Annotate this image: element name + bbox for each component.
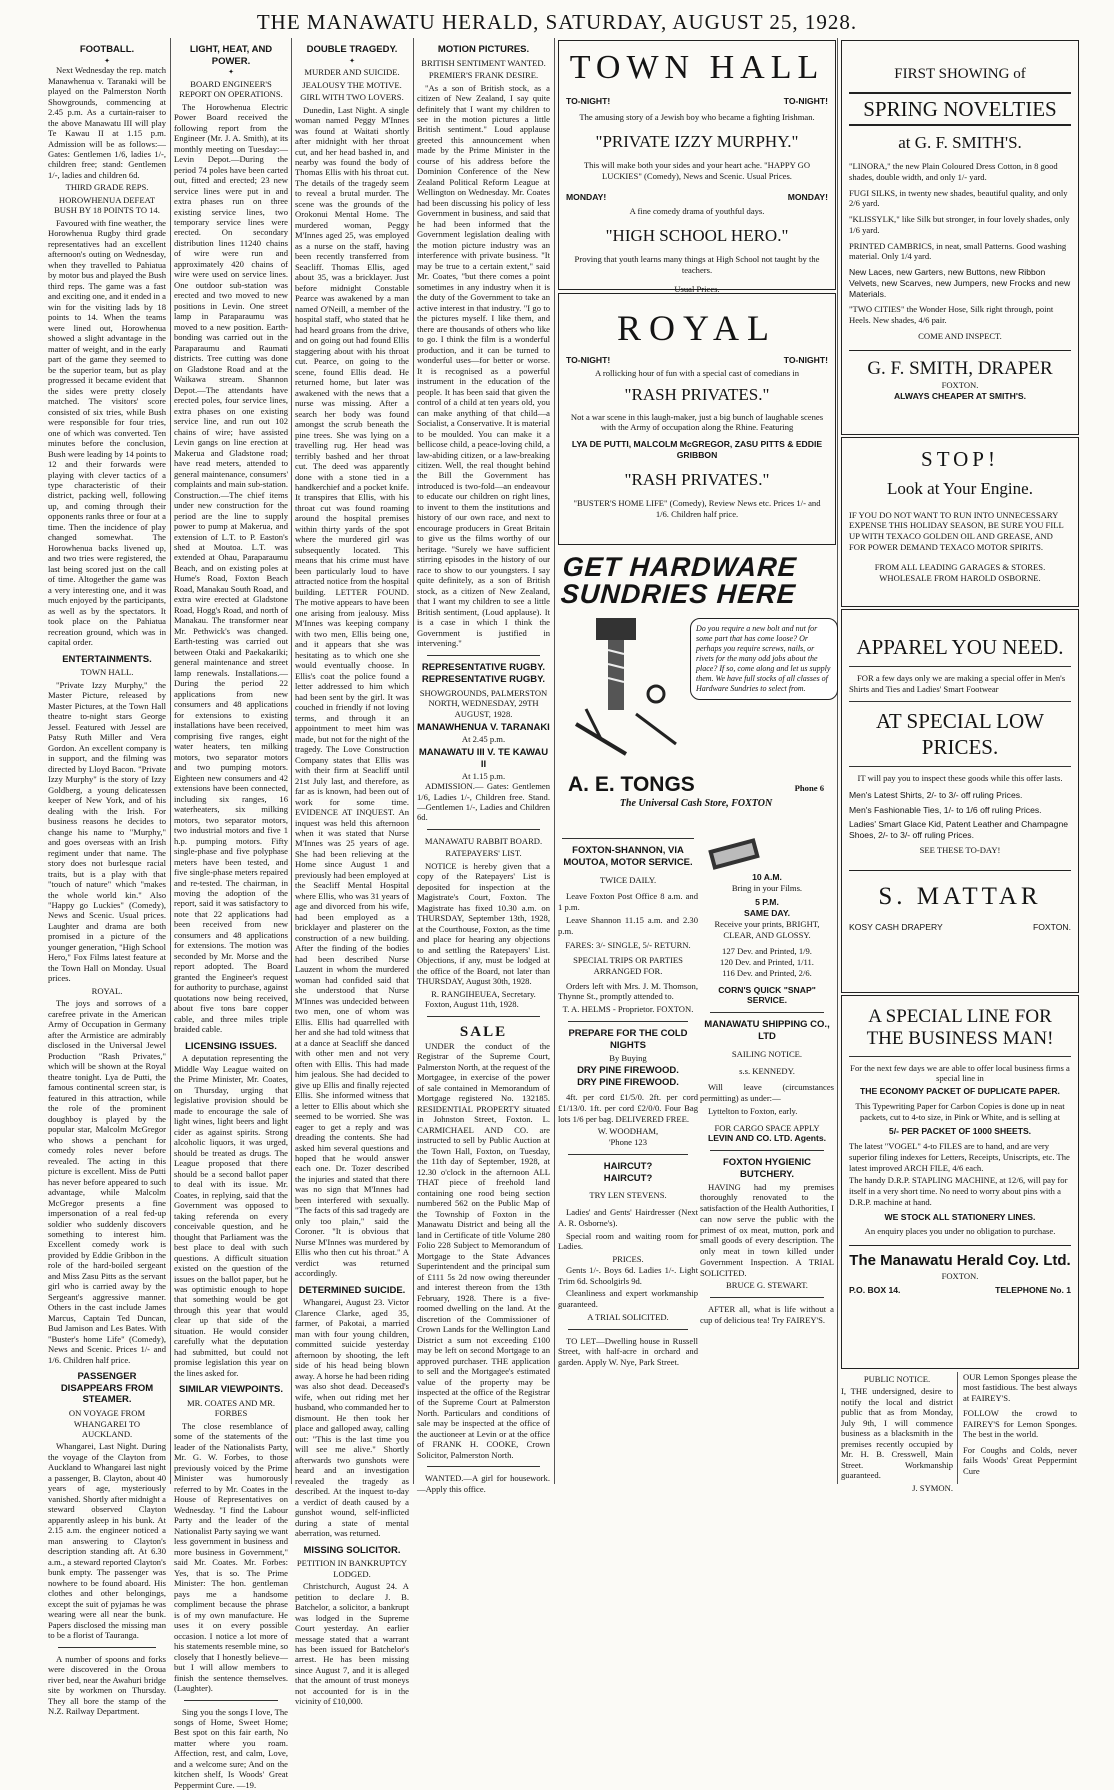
stop-wholesale: WHOLESALE FROM HAROLD OSBORNE. xyxy=(849,573,1071,584)
films-time-2: 5 P.M. xyxy=(700,897,834,908)
passenger-body: Whangarei, Last Night. During the voyage of the Clayton from Auckland to Whangarei last night a passenger, B. Clayton, about 40 years of age, mysteriously vanished. Shortly after midnight a steward observed Clayton apparently asleep in his bunk. At 2.15 a.m. the engineer noticed a man answering to Clayton's description standing aft. At 6.30 a.m., a steward reported Clayton's bunk empty. The passenger was nowhere to be found aboard. His clothes and other belongings, except the suit of pyjamas he was wearing were all near the bunk. Papers disclosed the missing man to be a florist of Tauranga. xyxy=(48,1441,166,1640)
reps-subheading: HOROWHENUA DEFEAT BUSH BY 18 POINTS TO 14. xyxy=(48,195,166,216)
peppermint-poem: Sing you the songs I love, The songs of Home, Sweet Home; Best spot on this fair earth, No matter where you roam. Affection, rest, and calm, Love, and a welcome sure; And on the kitchen shelf, Is Woods' Great Peppermint Cure. —19. xyxy=(174,1707,288,1790)
column-3: DOUBLE TRAGEDY. ✦ MURDER AND SUICIDE. JEALOUSY THE MOTIVE. GIRL WITH TWO LOVERS. Dunedin, Last Night. A single woman named Peggy M'Innes was found at Waitati shortly after midnight with her throat cut, and her head bashed in, and nearby was found the body of Thomas Ellis with his throat cut. The details of the tragedy seem to reveal a brutal murder. The scene was the grounds of the Orokonui Mental Home. The murdered woman, Peggy M'Innes aged 25, was employed as a nurse on the staff, having been recently transferred from Seacliff. Thomas Ellis, aged about 35, was a bricklayer. Just before midnight Constable Pearce was awakened by a man named O'Neill, a member of the hospital staff, who stated that he had heard groans from the drive, and on going out had found Ellis staggering about with his throat cut. Pearce, on going to the scene, found Ellis dead. He returned home, but later was awakened with the news that a nurse was missing. After a search her body was found amongst the scrub beneath the pine trees. She was lying on a travelling rug. Her head was terribly bashed and her throat cut. The deed was apparently done with a stone tied in a handkerchief and a pocket knife. It transpires that Ellis, with his throat cut was found roaming around the hospital premises within thirty yards of the spot where the murdered girl was subsequently located. This means that his crime must have been particularly loud to have attracted notice from the hospital building. LETTER FOUND. The motive appears to have been one arising from jealousy. Miss M'Innes was keeping company with two men, Ellis being one, and it appears that she was hesitating as to which one she would eventually choose. In Ellis's coat the police found a letter addressed to him which had been sent by the girl. It was couched in friendly if not loving terms, and through it an appointment to meet him was made, but not for the night of the tragedy. The Love Construction Company states that Ellis was with their firm at Seacliff until 21st July last, and therefore, as far as is known, had been out of work for some time. EVIDENCE AT INQUEST. An inquest was held this afternoon when it was stated that Nurse M'Innes was 25 years of age. She had been relieving at the Home since August 1 and previously had been employed at the Seacliff Mental Hospital where Ellis, who was 31 years of age and divorced from his wife, had been employed as a bricklayer and plasterer on the construction of a new building. After the finding of the bodies had been described Nurse Lauzent in whom the murdered woman had confided said that she understood that Nurse M'Innes was undecided between two men, one of whom was Ellis. Ellis had quarrelled with her and she had told witness that at a dance at Seacliff she danced with other men and not very often with Ellis. This had made him jealous. She had decided to give up Ellis and finally rejected Ellis. She informed witness that a letter to Ellis about which she seemed to be worried. She was eager to get a reply and was dreading the contents. She had asked him several questions and hoped that he would answer each one. Dr. Tozer described the injuries and stated that there was no sign that M'Innes had been interfered with sexually. "The facts of this sad tragedy are only too plain," said the Coroner. "It is obvious that Nurse M'Innes was murdered by Ellis who then cut his throat." A verdict was returned accordingly. DETERMINED SUICIDE. Whangarei, August 23. Victor Clarence Clarke, aged 35, farmer, of Pakotai, a married man with four young children, committed suicide yesterday afternoon by shooting, the left side of his head being blown away. A horse he had been riding was also shot dead. Deceased's wife, when out riding met her husband, who commanded her to dismount. He then took her place and galloped away, calling out: "This is the last time you will see me alive." Shortly afterwards two gunshots were heard and an investigation revealed the tragedy as described. At the inquest to-day a verdict of death caused by a gunshot wound, self-inflicted during a state of mental aberration, was returned. MISSING SOLICITOR. PETITION IN BANKRUPTCY LODGED. Christchurch, August 24. A petition to declare J. B. Batchelor, a solicitor, a bankrupt was lodged in the Supreme Court yesterday. An earlier message stated that a warrant has been issued for Batchelor's arrest. He has been missing since August 7, and it is alleged that the amount of trust moneys not accounted for is in the vicinity of £10,000. xyxy=(295,38,409,1484)
reps-heading: THIRD GRADE REPS. xyxy=(48,182,166,192)
texaco-ad xyxy=(841,437,1079,607)
royal-heading: ROYAL. xyxy=(48,986,166,996)
stop-look: Look at Your Engine. xyxy=(849,478,1071,499)
shipping-ship: s.s. KENNEDY. xyxy=(700,1066,834,1077)
rugby-heading-1: REPRESENTATIVE RUGBY. xyxy=(417,662,550,674)
firewood-item-2: DRY PINE FIREWOOD. xyxy=(558,1077,698,1089)
small-ads-left xyxy=(558,838,698,1484)
column-1: FOOTBALL. ✦ Next Wednesday the rep. match Manawhenua v. Taranaki will be played on the Palmerston North Showgrounds, commencing at 2.45 p.m. As a curtain-raiser to the above Manawatu III will play Te Kawau II at 1.15 p.m. Admission will be as follows:—Gates: Gentlemen 1/6, ladies 1/-, children free; stand: Gentlemen 1/-, ladies and children 6d. THIRD GRADE REPS. HOROWHENUA DEFEAT BUSH BY 18 POINTS TO 14. Favoured with fine weather, the Horowhenua Rugby third grade representatives had an excellent afternoon's outing on Wednesday, when they travelled to Pahiatua by motor bus and played the Bush third reps. The game was a fast and exciting one, and it ended in a win for the visiting lads by 18 points to 14. When the teams were lined out, Horowhenua showed a slight advantage in the matter of weight, and in the early part of the game they seemed to be the superior team, but as play progressed it became evident that the sides were pretty closely matched. The visitors' score consisted of six tries, while Bush were responsible for four tries, one of which was converted. Ten minutes before the conclusion, Bush were leading by 14 points to 12 and their forwards were playing with clever tactics of a type characteristic of their district, packing well, following up, and coming through their opponents ranks three or four at a time. Then the incidence of play changed somewhat. The Horowhenua backs livened up, and two tries were registered, the last being scored just on the call of time. Altogether the game was a very interesting one, and it was much enjoyed by the participants, as well as by the spectators. It took place on the Pahiatua recreation ground, which was in capital order. ENTERTAINMENTS. TOWN HALL. "Private Izzy Murphy," the Master Picture, released by Master Pictures, at the Town Hall theatre to-night stars George Jessel. Featured with Jessel are Patsy Ruth Miller and Vera Gordon. An excellent company is in support, and the filming was directed by Lloyd Bacon. "Private Izzy Murphy" is the story of Izzy Goldberg, a young delicatessen keeper of New York, and of his dealing with the Irish. For business reasons he decides to change his name to "Murphy," and goes overseas with an Irish regiment under that name. The story does not burlesque racial traits, but is a play with that "touch of nature" which "makes the whole world kin." Also "Happy go Luckies" (Comedy), News and Scenic. Usual prices. Laughter and drama are both promised in a picture of the younger generation, "High School Hero," Fox Films latest feature at the Town Hall on Monday. Usual prices. ROYAL. The joys and sorrows of a carefree private in the American Army of Occupation in Germany after the Armistice are admirably disclosed in the Universal Jewel Production "Rash Privates," which will be shown at the Royal theatre tonight. Lya de Putti, the famous continental screen star, is featured in this attraction, while the role of the prominent doughboy is played by the popular star, Malcolm McGregor who shows a penchant for comedy roles never before revealed. The acting in this picture is excellent. Miss de Putti has never before appeared to such advantage, while Malcolm McGregor presents a fine impersonation of a real fed-up soldier who suddenly discovers something to interest him. Excellent comedy work is provided by Eddie Gribbon in the role of the hard-boiled sergeant and Miss Zasu Pitts as the servant girl who is carried away by the Sergeant's aggressive manner. Others in the cast include James Marcus, Captain Ted Duncan, Bud Jamison and Les Bates. With "Buster's home Life" (Comedy), News and Scenic. Prices 1/- and 1/6. Children half price. PASSENGER DISAPPEARS FROM STEAMER. ON VOYAGE FROM WHANGAREI TO AUCKLAND. Whangarei, Last Night. During the voyage of the Clayton from Auckland to Whangarei last night a passenger, B. Clayton, about 40 years of age, mysteriously vanished. Shortly after midnight a steward observed Clayton apparently asleep in his bunk. At 2.15 a.m. the engineer noticed a man answering to Clayton's description standing aft. At 6.30 a.m., a steward reported Clayton's bunk empty. The passenger was nowhere to be found aboard. His clothes and other belongings, except the suit of pyjamas he was wearing were all near the bunk. Papers disclosed the missing man to be a florist of Tauranga. A number of spoons and forks were discovered in the Oroua river bed, near the Awahuri bridge site by workmen on Thursday. They all bore the stamp of the N.Z. Railway Department. xyxy=(48,38,166,1484)
smith-name: G. F. SMITH, DRAPER xyxy=(849,350,1071,381)
rabbit-body: NOTICE is hereby given that a copy of the Ratepayers' List is deposited for inspection at the Magistrate's Court, Foxton. The Magistrate has fixed 10.30 a.m. on THURSDAY, September 13th, 1928, at the Courthouse, Foxton, as the time and place for hearing any objections to and settling the Ratepayers' List. Objections, if any, must be lodged at the office of the Board, not later than THURSDAY, August 30th, 1928. xyxy=(417,861,550,987)
mattar-line-3: Ladies' Smart Glace Kid, Patent Leather and Champagne Shoes, 2/- to 3/- off ruling Prices. xyxy=(849,819,1071,840)
rugby-admission: ADMISSION.— Gates: Gentlemen 1/6, Ladies 1/-, Children free. Stand.—Gentlemen 1/-, Ladies and Children 6d. xyxy=(417,781,550,823)
stop-body: IF YOU DO NOT WANT TO RUN INTO UNNECESSARY EXPENSE THIS HOLIDAY SEASON, BE SURE YOU FILL UP WITH TEXACO GOLDEN OIL AND GREASE, AND FOR POWER DEMAND TEXACO MOTOR SPIRITS. xyxy=(849,510,1071,553)
passenger-heading: PASSENGER DISAPPEARS FROM STEAMER. xyxy=(48,1371,166,1406)
shipping-will: Will leave (circumstances permitting) as under:— xyxy=(700,1082,834,1103)
royal-body: The joys and sorrows of a carefree private in the American Army of Occupation in Germany after the Armistice are admirably disclosed in the Universal Jewel Production "Rash Privates," which will be shown at the Royal theatre tonight. Lya de Putti, the famous continental screen star, is featured in this attraction, while the role of the prominent doughboy is played by the popular star, Malcolm McGregor who shows a penchant for comedy roles never before revealed. The acting in this picture is excellent. Miss de Putti has never before appeared to such advantage, while Malcolm McGregor presents a fine impersonation of a real fed-up soldier who suddenly discovers something to interest him. Excellent comedy work is provided by Eddie Gribbon in the role of the hard-boiled sergeant and Miss Zasu Pitts as the servant girl who is carried away by the Sergeant's aggressive manner. Others in the cast include James Marcus, Captain Ted Duncan, Bud Jamison and Les Bates. With "Buster's home Life" (Comedy), News and Scenic. Prices 1/- and 1/6. Children half price. xyxy=(48,998,166,1365)
light-body: The Horowhenua Electric Power Board received the following report from the Engineer (Mr. J. A. Smith), at its monthly meeting on Tuesday:— Levin Depot.—During the period 74 poles have been carted out, fitted and erected; 23 new service lines were put in and extra phases run on three existing service lines, two temporary service lines were erected. On secondary distribution lines 11240 chains of wire were run and approximately 420 chains of wire were used on service lines. One outdoor sub-station was erected and two moved to new positions in Levin. One street lamp in Paraparaumu was moved to a new position. Earth-bonding was carried out in the Paraparaumu and Raumati districts. Tree cutting was done on Gladstone Road and at the Waikawa stream. Shannon Depot.—The attendants have erected poles, four service lines, extra phases on one existing service line, and run out 102 chains of wire; have assisted Levin gangs on line erection at Makerua and Gladstone road; have read meters, attended to general maintenance, consumers' complaints and main sub-station. Construction.—The chief items under new construction for the period are the line to supply power to pump at Makerua, and extension of L.T. to P. Easton's shed at Moutoa. L.T. was extended at Ohau, Paraparaumu Beach, and on existing poles at Hume's Road, Foxton Beach Road, Manakau South Road, and extra wire erected at Gladstone Road, Hogg's Road, and north of Manakau. The transformer near Mr. Pethwick's was changed. Earth-testing was carried out between Otaki and Paekakariki; general maintenance and street lamp renewals. Installations.—During the period 22 applications from new consumers and 48 applications for extensions to existing installations have been received, comprising five ranges, eight water heaters, ten milking motors, two separator motors and two pumping motors. Eighteen new consumers and 42 extensions have been connected, including six ranges, 16 waterheaters, six milking motors, two separator motors, two industrial motors and five 1 h.p. pumping motors. Fifty single-phase and five polyphase meters have been tested, and five single-phase meters repaired and re-tested. The chairman, in moving the adoption of the report, said it was satisfactory to note that 22 applications had been received from new consumers and 48 applications for extensions. The motion was seconded by Mr. Morse and the report adopted. The Board granted the Engineer's request for authority to purchase, against quotations now being received, about five tons bare copper cable, and three miles triple braided cable. xyxy=(174,102,288,1035)
masthead: THE MANAWATU HERALD, SATURDAY, AUGUST 25, 1928. xyxy=(0,10,1114,35)
firewood-sign: W. WOODHAM, xyxy=(558,1126,698,1137)
royal-ad xyxy=(558,293,836,545)
town-hall-tagline: The amusing story of a Jewish boy who became a fighting Irishman. xyxy=(566,112,828,123)
rugby-venue: SHOWGROUNDS, PALMERSTON NORTH, WEDNESDAY, 29TH AUGUST, 1928. xyxy=(417,688,550,719)
firewood-item-1: DRY PINE FIREWOOD. xyxy=(558,1065,698,1077)
viewpoints-body: The close resemblance of some of the statements of the leader of the Nationalists Party, Mr. G. W. Forbes, to those previously voiced by the Prime Minister was humorously referred to by Mr. Coates in the House of Representatives on Wednesday. "I find the Labour Party and the leader of the Nationalist Party saying we want less government in business and more business in Government," said Mr. Coates. Mr. Forbes: Yes, that is so. The Prime Minister: The hon. gentleman pays me a handsome compliment because the phrase is of my own manufacture. He uses it on every possible occasion. I notice a lot more of his statements resemble mine, so closely that I honestly believe—but I will allow members to finish the sentence themselves. (Laughter). xyxy=(174,1421,288,1694)
mattar-shop: KOSY CASH DRAPERY xyxy=(849,922,943,933)
firewood-heading: PREPARE FOR THE COLD NIGHTS xyxy=(558,1028,698,1052)
town-hall-title: TOWN HALL xyxy=(566,47,828,90)
column-rule xyxy=(554,38,555,1484)
town-hall-monday-desc: Proving that youth learns many things at High School not taught by the teachers. xyxy=(566,254,828,275)
licensing-heading: LICENSING ISSUES. xyxy=(174,1041,288,1053)
football-body: Next Wednesday the rep. match Manawhenua v. Taranaki will be played on the Palmerston North Showgrounds, commencing at 2.45 p.m. As a curtain-raiser to the above Manawatu III will play Te Kawau II at 1.15 p.m. Admission will be as follows:—Gates: Gentlemen 1/6, ladies 1/-, children free; stand: Gentlemen 1/-, ladies and children 6d. xyxy=(48,65,166,180)
herald-typewriting: This Typewriting Paper for Carbon Copies is done up in neat packets, cut to 4-to size, in Pink or White, and is selling at xyxy=(849,1101,1071,1122)
rugby-match-2: MANAWATU III V. TE KAWAU II xyxy=(417,747,550,770)
entertainments-subheading: TOWN HALL. xyxy=(48,667,166,677)
butchery-heading: FOXTON HYGIENIC BUTCHERY. xyxy=(700,1157,834,1181)
public-notice-sign: J. SYMON. xyxy=(841,1483,953,1493)
hardware-tagline: The Universal Cash Store, FOXTON xyxy=(558,798,834,811)
mattar-heading-1: APPAREL YOU NEED. xyxy=(849,634,1071,660)
football-heading: FOOTBALL. xyxy=(48,44,166,56)
mattar-heading-2: AT SPECIAL LOW PRICES. xyxy=(849,708,1071,761)
smith-at: at G. F. SMITH'S. xyxy=(849,132,1071,153)
herald-enquiry: An enquiry places you under no obligation to purchase. xyxy=(849,1226,1071,1237)
town-hall-monday-tagline: A fine comedy drama of youthful days. xyxy=(566,206,828,217)
butchery-body: HAVING had my premises thoroughly renovated to the satisfaction of the Health Authorities, I can now serve the public with the primest of ox meat, mutton, pork and small goods of every description. The only meat in town killed under Government Inspection. A TRIAL SOLICITED. xyxy=(700,1182,834,1279)
smith-item-2: FUGI SILKS, in twenty new shades, beautiful quality, and only 2/6 yard. xyxy=(849,188,1071,209)
smith-ad xyxy=(841,40,1079,435)
royal-ad-feature: "RASH PRIVATES." xyxy=(566,384,828,405)
mattar-line-2: Men's Fashionable Ties, 1/- to 1/6 off ruling Prices. xyxy=(849,805,1071,816)
herald-economy: THE ECONOMY PACKET OF DUPLICATE PAPER. xyxy=(849,1086,1071,1097)
royal-ad-tagline: A rollicking hour of fun with a special cast of comedians in xyxy=(566,368,828,379)
motor-service-fares: FARES: 3/- SINGLE, 5/- RETURN. xyxy=(558,940,698,951)
mattar-pay: IT will pay you to inspect these goods while this offer lasts. xyxy=(849,773,1071,784)
herald-price: 5/- PER PACKET OF 1000 SHEETS. xyxy=(849,1126,1071,1137)
reps-body: Favoured with fine weather, the Horowhenua Rugby third grade representatives had an excellent afternoon's outing on Wednesday, when they travelled to Pahiatua by motor bus and played the Bush third reps. The game was a fast and exciting one, and it ended in a win for the visiting lads by 18 points to 14. When the teams were lined out, Horowhenua showed a slight advantage in the matter of weight, and in the early part of the game they seemed to be the superior team, but as play progressed it became evident that the sides were pretty closely matched. The visitors' score consisted of six tries, while Bush were responsible for four tries, one of which was converted. Ten minutes before the conclusion, Bush were leading by 14 points to 12 and their forwards were playing with clever tactics of a type characteristic of their district, packing well, following up, and coming through their opponents ranks three or four at a time. Then the incidence of play changed somewhat. The Horowhenua backs livened up, and two tries were registered, the last being scored just on the call of time. Altogether the game was a very interesting one, and it was much enjoyed by the participants, as well as by the spectators. It took place on the Pahiatua recreation ground, which was in capital order. xyxy=(48,218,166,648)
smith-item-6: "TWO CITIES" the Wonder Hose, Silk right through, point Heels. New shades, 4/6 pair. xyxy=(849,304,1071,325)
town-hall-prices: Usual Prices. xyxy=(566,284,828,295)
mattar-name: S. MATTAR xyxy=(849,870,1071,912)
licensing-body: A deputation representing the Middle Way League waited on the Prime Minister, Mr. Coates, on Thursday, urging that legislative provision should be made to encourage the sale of light wines, light beers and light cider as against spirits. Strong alcoholic liquors, it was urged, should be treated as drugs. The League proposed that there should be a second ballot paper to deal with its issue. Mr. Coates, in replying, said that the Government was opposed to taking referenda on every conceivable question, and he thought that Parliament was the best place to deal with such questions. A difficult situation existed on the question of the issues on the ballot paper, but he was optimistic enough to hope that something would be got through this year that would clear up that side of the situation. He would consider carefully what the deputation had submitted, but could not promise legislation this year on the lines asked for. xyxy=(174,1053,288,1378)
rabbit-heading: MANAWATU RABBIT BOARD. xyxy=(417,836,550,846)
shipping-agents: LEVIN AND CO. LTD. Agents. xyxy=(700,1133,834,1144)
royal-ad-support: "BUSTER'S HOME LIFE" (Comedy), Review News etc. Prices 1/- and 1/6. Children half price. xyxy=(566,498,828,519)
town-hall-support: This will make both your sides and your heart ache. "HAPPY GO LUCKIES" (Comedy), News and Scenic. Usual Prices. xyxy=(566,160,828,181)
solicitor-heading: MISSING SOLICITOR. xyxy=(295,1545,409,1557)
motor-service-twice: TWICE DAILY. xyxy=(558,875,698,886)
mattar-town: FOXTON. xyxy=(1033,922,1071,933)
motor-service-orders: Orders left with Mrs. J. M. Thomson, Thynne St., promptly attended to. xyxy=(558,981,698,1002)
motor-service-special: SPECIAL TRIPS OR PARTIES ARRANGED FOR. xyxy=(558,955,698,976)
sale-heading: SALE xyxy=(417,1023,550,1041)
stop-from: FROM ALL LEADING GARAGES & STORES. xyxy=(849,562,1071,573)
royal-ad-tonight-right: TO-NIGHT! xyxy=(784,355,828,366)
royal-ad-tonight-left: TO-NIGHT! xyxy=(566,355,610,366)
motor-service-heading: FOXTON-SHANNON, VIA MOUTOA, MOTOR SERVICE. xyxy=(558,845,698,869)
films-time-2-same: SAME DAY. xyxy=(700,908,834,919)
royal-ad-cast: LYA DE PUTTI, MALCOLM McGREGOR, ZASU PITTS & EDDIE GRIBBON xyxy=(566,439,828,460)
solicitor-subheading: PETITION IN BANKRUPTCY LODGED. xyxy=(295,1558,409,1579)
firewood-prices: 4ft. per cord £1/5/0. 2ft. per cord £1/13/0. 1ft. per cord £2/0/0. Four Bag lots 1/6 per bag. DELIVERED FREE. xyxy=(558,1092,698,1124)
hardware-tools-icon xyxy=(566,614,686,764)
films-price-1: 127 Dev. and Printed, 1/9. xyxy=(700,946,834,957)
town-hall-tonight-right: TO-NIGHT! xyxy=(784,96,828,107)
smith-town: FOXTON. xyxy=(849,380,1071,391)
smith-item-1: "LINORA," the new Plain Coloured Dress Cotton, in 8 good shades, double width, and only 1/- yard. xyxy=(849,161,1071,182)
entertainments-heading: ENTERTAINMENTS. xyxy=(48,654,166,666)
tragedy-heading: DOUBLE TRAGEDY. xyxy=(295,44,409,56)
rugby-time-1: At 2.45 p.m. xyxy=(417,734,550,744)
public-notice-body: I, THE undersigned, desire to notify the local and district public that as from Monday, July 9th, I will commence business as a blacksmith in the premises recently occupied by Mr. H. B. Cresswell, Main Street. Workmanship guaranteed. xyxy=(841,1386,953,1480)
small-ads-right xyxy=(700,838,834,1484)
haircut-trial: A TRIAL SOLICITED. xyxy=(558,1312,698,1323)
films-time-1: 10 A.M. xyxy=(700,872,834,883)
column-rule xyxy=(170,38,171,1484)
fairey-tea-ad: AFTER all, what is life without a cup of delicious tea! Try FAIREY'S. xyxy=(700,1304,834,1325)
smith-item-4: PRINTED CAMBRICS, in neat, small Patterns. Good washing material. Only 1/4 yard. xyxy=(849,241,1071,262)
light-subheading: BOARD ENGINEER'S REPORT ON OPERATIONS. xyxy=(174,79,288,100)
shipping-heading: MANAWATU SHIPPING CO., LTD xyxy=(700,1019,834,1043)
rabbit-subheading: RATEPAYERS' LIST. xyxy=(417,848,550,858)
haircut-heading-1: HAIRCUT? xyxy=(558,1161,698,1173)
passenger-subheading: ON VOYAGE FROM WHANGAREI TO AUCKLAND. xyxy=(48,1408,166,1439)
town-hall-feature: "PRIVATE IZZY MURPHY." xyxy=(566,131,828,152)
stop-title: STOP! xyxy=(849,446,1071,472)
tragedy-sub1: MURDER AND SUICIDE. xyxy=(295,67,409,77)
town-hall-ad xyxy=(558,40,836,290)
town-hall-tonight-left: TO-NIGHT! xyxy=(566,96,610,107)
solicitor-body: Christchurch, August 24. A petition to declare J. B. Batchelor, a solicitor, a bankrupt was lodged in the Supreme Court yesterday. An earlier message stated that a warrant has been issued for Batchelor's arrest. He has been missing since August 7, and it is alleged that the amount of trust moneys not accounted for is in the vicinity of £10,000. xyxy=(295,1581,409,1707)
public-notice-heading: PUBLIC NOTICE. xyxy=(841,1374,953,1384)
fairey-sponges-1: OUR Lemon Sponges please the most fastidious. The best always at FAIREY'S. xyxy=(963,1372,1077,1403)
mattar-ad xyxy=(841,609,1079,993)
motion-body: "As a son of British stock, as a citizen of New Zealand, I say quite definitely that I want my children to see in the motion pictures a little British sentiment." Loud applause greeted this announcement when made by the Prime Minister in the course of his address before the Dominion Conference of the New Zealand Political Reform League at Wellington on Wednesday. Mr. Coates had been discussing his policy of less Government in business, and said that he had been informed that the Government legislation dealing with the motion picture industry was an interference with private business. "It may be true to a certain extent," said Mr. Coates, "but there comes a point sometimes in any industry when it is the duty of the Government to take an active interest in that industry. "I go to the pictures myself. I like them, and there are thousands of others who like to go. I think the film is a wonderful production, and it can be turned to wonderful uses—for better or worse. It is recognised as a powerful instrument in the education of the people. It has been said that given the control of a child at ten years old, you can make anything of that child—a Socialist, a Conservative. It is material to be moulded. You can make it a bellicose child, a peace-loving child, a law-abiding citizen, or a law-breaking citizen. Well, the real thought behind the Bill the Government has introduced is two-fold—an endeavour to educate our children on right lines, to invent to them the institutions and history of our own race, and next to encourage producers in Great Britain to give us the films worthy of our heritage. "Surely we have sufficient stirring episodes in the history of our race to show to our youngsters. I say quite definitely, as a son of British stock, as a citizen of New Zealand, that I want my children to see a little British sentiment, (Loud applause). It is a case in which I think the Government is justified in intervening." xyxy=(417,83,550,649)
herald-vogel: The latest "VOGEL" 4-to FILES are to hand, and are very superior filing indexes for Letters, Receipts, Uniscripts, etc. The latest improved ARCH FILE, 4/6 each. xyxy=(849,1141,1071,1173)
fairey-sponges-2: FOLLOW the crowd to FAIREY'S for Lemon Sponges. The best in the world. xyxy=(963,1408,1077,1439)
smith-item-5: New Laces, new Garters, new Buttons, new Ribbon Velvets, new Scarves, new Jumpers, new Frocks and new Materials. xyxy=(849,267,1071,299)
column-rule xyxy=(413,38,414,1484)
town-hall-monday-feature: "HIGH SCHOOL HERO." xyxy=(566,225,828,246)
films-time-2-desc: Receive your prints, BRIGHT, CLEAR, AND GLOSSY. xyxy=(700,919,834,940)
to-let-ad: TO LET—Dwelling house in Russell Street, with half-acre in orchard and garden. Apply W. Nye, Park Street. xyxy=(558,1336,698,1368)
haircut-room: Special room and waiting room for Ladies. xyxy=(558,1231,698,1252)
smith-first-showing: FIRST SHOWING of xyxy=(849,65,1071,84)
town-hall-monday-left: MONDAY! xyxy=(566,192,606,203)
column-rule xyxy=(291,38,292,1484)
hardware-headline: GET HARDWARE SUNDRIES HERE xyxy=(556,548,836,608)
motion-sub1: BRITISH SENTIMENT WANTED. xyxy=(417,58,550,68)
herald-name: The Manawatu Herald Coy. Ltd. xyxy=(849,1245,1071,1271)
woods-cure: For Coughs and Colds, never fails Woods' Great Peppermint Cure xyxy=(963,1445,1077,1476)
smith-item-3: "KLISSYLK," like Silk but stronger, in four lovely shades, only 1/6 yard. xyxy=(849,214,1071,235)
royal-ad-feature-2: "RASH PRIVATES." xyxy=(566,469,828,490)
mattar-intro: FOR a few days only we are making a special offer in Men's Shirts and Ties and Ladies' Smart Footwear xyxy=(849,673,1071,694)
rabbit-sign: R. RANGIHEUEA, Secretary. xyxy=(417,989,550,999)
herald-heading: A SPECIAL LINE FOR THE BUSINESS MAN! xyxy=(849,1006,1071,1050)
suicide-body: Whangarei, August 23. Victor Clarence Clarke, aged 35, farmer, of Pakotai, a married man with four young children, committed suicide yesterday afternoon by shooting, the left side of his head being blown away. A horse he had been riding was also shot dead. Deceased's wife, when out riding met her husband, who commanded her to dismount. He then took her place and galloped away, calling out: "This is the last time you will see me alive." Shortly afterwards two gunshots were heard and an investigation revealed the tragedy as described. At the inquest to-day a verdict of death caused by a gunshot wound, self-inflicted during a state of mental aberration, was returned. xyxy=(295,1297,409,1538)
spoons-item: A number of spoons and forks were discovered in the Oroua river bed, near the Awahuri bridge site by workmen on Thursday. They all bore the stamp of the N.Z. Railway Department. xyxy=(48,1654,166,1717)
firewood-phone: 'Phone 123 xyxy=(558,1137,698,1148)
herald-ad xyxy=(841,995,1079,1369)
shipping-notice: SAILING NOTICE. xyxy=(700,1049,834,1060)
smith-always: ALWAYS CHEAPER AT SMITH'S. xyxy=(849,391,1071,402)
herald-stock: WE STOCK ALL STATIONERY LINES. xyxy=(849,1212,1071,1223)
shipping-route: Lyttelton to Foxton, early. xyxy=(700,1106,834,1117)
herald-phone: TELEPHONE No. 1 xyxy=(995,1285,1071,1296)
entertainments-body: "Private Izzy Murphy," the Master Picture, released by Master Pictures, at the Town Hall theatre to-night stars George Jessel. Featured with Jessel are Patsy Ruth Miller and Vera Gordon. An excellent company is in support, and the filming was directed by Lloyd Bacon. "Private Izzy Murphy" is the story of Izzy Goldberg, a young delicatessen keeper of New York, and of his dealing with the Irish. For business reasons he decides to change his name to "Murphy," and goes overseas with an Irish regiment under that name. The story does not burlesque racial traits, but is a play with that "touch of nature" which "makes the whole world kin." Also "Happy go Luckies" (Comedy), News and Scenic. Usual prices. Laughter and drama are both promised in a picture of the younger generation, "High School Hero," Fox Films latest feature at the Town Hall on Monday. Usual prices. xyxy=(48,680,166,984)
haircut-desc: Ladies' and Gents' Hairdresser (Next A. R. Osborne's). xyxy=(558,1207,698,1228)
motion-sub2: PREMIER'S FRANK DESIRE. xyxy=(417,70,550,80)
haircut-prices: Gents 1/-. Boys 6d. Ladies 1/-. Light Trim 6d. Schoolgirls 9d. xyxy=(558,1265,698,1286)
haircut-clean: Cleanliness and expert workmanship guaranteed. xyxy=(558,1288,698,1309)
hardware-phone: Phone 6 xyxy=(795,783,824,794)
haircut-try: TRY LEN STEVENS. xyxy=(558,1190,698,1201)
firewood-buy: By Buying xyxy=(558,1053,698,1064)
column-rule xyxy=(837,38,838,1484)
viewpoints-heading: SIMILAR VIEWPOINTS. xyxy=(174,1384,288,1396)
mattar-line-1: Men's Latest Shirts, 2/- to 3/- off ruling Prices. xyxy=(849,790,1071,801)
royal-ad-title: ROYAL xyxy=(566,306,828,351)
town-hall-monday-right: MONDAY! xyxy=(788,192,828,203)
tragedy-body: Dunedin, Last Night. A single woman named Peggy M'Innes was found at Waitati shortly after midnight with her throat cut, and her head bashed in, and nearby was found the body of Thomas Ellis with his throat cut. The details of the tragedy seem to reveal a brutal murder. The scene was the grounds of the Orokonui Mental Home. The murdered woman, Peggy M'Innes aged 25, was employed as a nurse on the staff, having been recently transferred from Seacliff. Thomas Ellis, aged about 35, was a bricklayer. Just before midnight Constable Pearce was awakened by a man named O'Neill, a member of the hospital staff, who stated that he had heard groans from the drive, and on going out had found Ellis staggering about with his throat cut. Pearce, on going to the scene, found Ellis dead. He returned home, but later was awakened with the news that a nurse was missing. After a search her body was found amongst the scrub beneath the pine trees. She was lying on a travelling rug. Her head was terribly bashed and her throat cut. The deed was apparently done with a stone tied in a handkerchief and a pocket knife. It transpires that Ellis, with his throat cut was found roaming around the hospital premises within thirty yards of the spot where the murdered girl was subsequently located. This means that his crime must have been particularly loud to have attracted notice from the hospital building. LETTER FOUND. The motive appears to have been one arising from jealousy. Miss M'Innes was keeping company with two men, Ellis being one, and it appears that she was hesitating as to which one she would eventually choose. In Ellis's coat the police found a letter addressed to him which had been sent by the girl. It was couched in friendly if not loving terms, and through it an appointment to meet him was made, but not for the night of the tragedy. The Love Construction Company states that Ellis was with their firm at Seacliff until 21st July last, and therefore, as far as is known, had been out of work for some time. EVIDENCE AT INQUEST. An inquest was held this afternoon when it was stated that Nurse M'Innes was 25 years of age. She had been relieving at the Home since August 1 and previously had been employed at the Seacliff Mental Hospital where Ellis, who was 31 years of age and divorced from his wife, had been employed as a bricklayer and plasterer on the construction of a new building. After the finding of the bodies had been described Nurse Lauzent in whom the murdered woman had confided said that she understood that Nurse M'Innes was undecided between two men, one of whom was Ellis. Ellis had quarrelled with her and she had told witness that at a dance at Seacliff she danced with other men and not very often with Ellis. This had made him jealous. She had decided to give up Ellis and finally rejected Ellis. She informed witness that a letter to Ellis about which she seemed to be worried. She was eager to get a reply and was dreading the contents. She had asked him several questions and hoped that he would answer each one. Dr. Tozer described the injuries and stated that there was no sign that M'Innes had been interfered with sexually. "The facts of this sad tragedy are only too plain," said the Coroner. "It is obvious that Nurse M'Innes was murdered by Ellis who then cut his throat." A verdict was returned accordingly. xyxy=(295,105,409,1279)
smith-come-inspect: COME AND INSPECT. xyxy=(849,331,1071,342)
light-heading: LIGHT, HEAT, AND POWER. xyxy=(174,44,288,67)
hardware-copy: Do you require a new bolt and nut for some part that has come loose? Or perhaps you require screws, nails, or rivets for the many odd jobs about the place? If so, come along and let us supply them. We have full stocks of all classes of Hardware Sundries to select from. xyxy=(690,618,838,700)
hardware-store-name: A. E. TONGS xyxy=(568,772,695,798)
mattar-see: SEE THESE TO-DAY! xyxy=(849,845,1071,856)
motor-service-leave-2: Leave Shannon 11.15 a.m. and 2.30 p.m. xyxy=(558,915,698,936)
sale-body: UNDER the conduct of the Registrar of the Supreme Court, Palmerston North, at the request of the Mortgagee, in exercise of the power of sale contained in Memorandum of Mortgage registered No. 132185. RESIDENTIAL PROPERTY situated in Johnston Street, Foxton. L. CARMICHAEL AND CO. are instructed to sell by Public Auction at the Town Hall, Foxton, on Tuesday, the 11th day of September, 1928, at 12.30 o'clock in the afternoon ALL THAT piece of freehold land containing one rood being section numbered 562 on the Public Map of the Township of Foxton in the Manawatu District and being all the land in Certificate of title Volume 280 Folio 228 Subject to Memorandum of Mortgage to the State Advances Superintendent and the principal sum of £111 5s 2d now owing thereunder and interest thereon from the 13th February, 1928. There is a five-roomed dwelling on the land. At the discretion of the Commissioner of Crown Lands for the Wellington Land District a sum not exceeding £100 may be left on second Mortgage to an approved purchaser. THE application to sell and the Mortgagee's estimated value of the property may be inspected at the office of the Registrar of the Supreme Court at Palmerston North. Particulars and conditions of sale may be inspected at the office of the auctioneer at Levin or at the office of FRANK H. COOKE, Crown Solicitor, Palmerston North. xyxy=(417,1041,550,1460)
viewpoints-subheading: MR. COATES AND MR. FORBES xyxy=(174,1398,288,1419)
herald-intro: For the next few days we are able to offer local business firms a special line in xyxy=(849,1063,1071,1084)
tragedy-sub2: JEALOUSY THE MOTIVE. xyxy=(295,80,409,90)
royal-ad-desc: Not a war scene in this laugh-maker, just a big bunch of laughable scenes with the Army of occupation along the Rhine. Featuring xyxy=(566,412,828,433)
rugby-match-1: MANAWHENUA V. TARANAKI xyxy=(417,722,550,734)
films-price-3: 116 Dev. and Printed, 2/6. xyxy=(700,968,834,979)
notices-area xyxy=(841,1372,1077,1484)
motion-heading: MOTION PICTURES. xyxy=(417,44,550,56)
rabbit-date: Foxton, August 11th, 1928. xyxy=(417,999,550,1009)
rugby-time-2: At 1.15 p.m. xyxy=(417,771,550,781)
haircut-prices-heading: PRICES. xyxy=(558,1254,698,1265)
shipping-cargo: FOR CARGO SPACE APPLY xyxy=(700,1123,834,1134)
film-roll-icon xyxy=(708,838,768,872)
motor-service-leave-1: Leave Foxton Post Office 8 a.m. and 1 p.m. xyxy=(558,891,698,912)
wanted-ad: WANTED.—A girl for housework. —Apply this office. xyxy=(417,1473,550,1494)
haircut-heading-2: HAIRCUT? xyxy=(558,1173,698,1185)
motor-service-proprietor: T. A. HELMS - Proprietor. FOXTON. xyxy=(558,1004,698,1015)
column-4 xyxy=(417,38,550,1484)
films-price-2: 120 Dev. and Printed, 1/11. xyxy=(700,957,834,968)
suicide-heading: DETERMINED SUICIDE. xyxy=(295,1285,409,1297)
smith-spring-novelties: SPRING NOVELTIES xyxy=(849,92,1071,126)
herald-stapling: The handy D.R.P. STAPLING MACHINE, at 12/6, will pay for itself in a very short time. No need to worry about pins with a D.R.P. machine at hand. xyxy=(849,1175,1071,1207)
butchery-sign: BRUCE G. STEWART. xyxy=(700,1280,834,1291)
tragedy-sub3: GIRL WITH TWO LOVERS. xyxy=(295,92,409,102)
rugby-heading-2: REPRESENTATIVE RUGBY. xyxy=(417,674,550,686)
films-time-1-desc: Bring in your Films. xyxy=(700,883,834,894)
hardware-ad xyxy=(558,548,834,834)
herald-town: FOXTON. xyxy=(849,1271,1071,1282)
films-tagline: CORN'S QUICK "SNAP" SERVICE. xyxy=(700,985,834,1006)
herald-pobox: P.O. BOX 14. xyxy=(849,1285,900,1296)
column-2: LIGHT, HEAT, AND POWER. ✦ BOARD ENGINEER'S REPORT ON OPERATIONS. The Horowhenua Electric Power Board received the following report from the Engineer (Mr. J. A. Smith), at its monthly meeting on Tuesday:— Levin Depot.—During the period 74 poles have been carted out, fitted and erected; 23 new service lines were put in and extra phases run on three existing service lines, two temporary service lines were erected. On secondary distribution lines 11240 chains of wire were run and approximately 420 chains of wire were used on service lines. One outdoor sub-station was erected and two moved to new positions in Levin. One street lamp in Paraparaumu was moved to a new position. Earth-bonding was carried out in the Paraparaumu and Raumati districts. Tree cutting was done on Gladstone Road and at the Waikawa stream. Shannon Depot.—The attendants have erected poles, four service lines, extra phases on one existing service line, and run out 102 chains of wire; have assisted Levin gangs on line erection at Makerua and Gladstone road; have read meters, attended to general maintenance, consumers' complaints and main sub-station. Construction.—The chief items under new construction for the period are the line to supply power to pump at Makerua, and extension of L.T. to P. Easton's shed at Moutoa. L.T. was extended at Ohau, Paraparaumu Beach, and on existing poles at Hume's Road, Foxton Beach Road, Manakau South Road, and extra wire erected at Gladstone Road, Hogg's Road, and north of Manakau. The transformer near Mr. Pethwick's was changed. Earth-testing was carried out between Otaki and Paekakariki; general maintenance and street lamp renewals. Installations.—During the period 22 applications from new consumers and 48 applications for extensions to existing installations have been received, comprising five ranges, eight water heaters, ten milking motors, two separator motors and two pumping motors. Eighteen new consumers and 42 extensions have been connected, including six ranges, 16 waterheaters, six milking motors, two separator motors, two industrial motors and five 1 h.p. pumping motors. Fifty single-phase and five polyphase meters have been tested, and five single-phase meters repaired and re-tested. The chairman, in moving the adoption of the report, said it was satisfactory to note that 22 applications had been received from new consumers and 48 applications for extensions. The motion was seconded by Mr. Morse and the report adopted. The Board granted the Engineer's request for authority to purchase, against quotations now being received, about five tons bare copper cable, and three miles triple braided cable. LICENSING ISSUES. A deputation representing the Middle Way League waited on the Prime Minister, Mr. Coates, on Thursday, urging that legislative provision should be made to encourage the sale of light wines, light beers and light cider as against spirits. Strong alcoholic liquors, it was urged, should be treated as drugs. The League proposed that there should be a second ballot paper to deal with its issue. Mr. Coates, in replying, said that the Government was opposed to taking referenda on every conceivable question, and he thought that Parliament was the best place to deal with such questions. A difficult situation existed on the question of the issues on the ballot paper, but he was optimistic enough to hope that something would be got through this year that would clear up that side of the situation. He would consider carefully what the deputation had submitted, but could not promise legislation this year on the lines asked for. SIMILAR VIEWPOINTS. MR. COATES AND MR. FORBES The close resemblance of some of the statements of the leader of the Nationalists Party, Mr. G. W. Forbes, to those previously voiced by the Prime Minister was humorously referred to by Mr. Coates in the House of Representatives on Wednesday. "I find the Labour Party and the leader of the Nationalist Party saying we want less government in business and more business in Government," said Mr. Coates. Mr. Forbes: Yes, that is so. The Prime Minister: The hon. gentleman pays me a handsome compliment because the phrase is of my own manufacture. He uses it on every possible occasion. I notice a lot more of his statements resemble mine, so closely that I honestly believe—but I will allow members to finish the sentence themselves. (Laughter). Sing you the songs I love, The songs of Home, Sweet Home; Best spot on this fair earth, No matter where you roam. Affection, rest, and calm, Love, and a welcome sure; And on the kitchen shelf, Is Woods' Great Peppermint Cure. —19. xyxy=(174,38,288,1484)
